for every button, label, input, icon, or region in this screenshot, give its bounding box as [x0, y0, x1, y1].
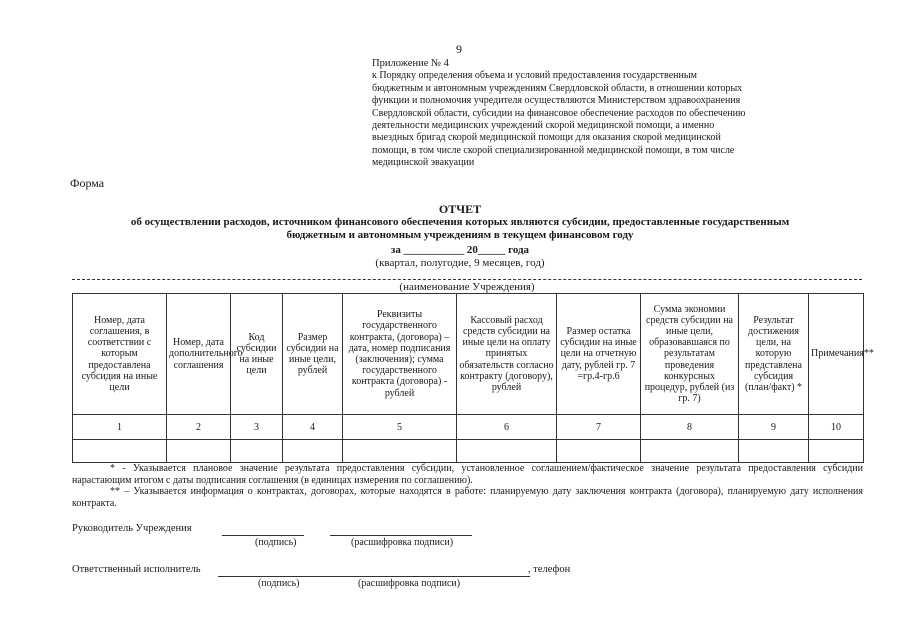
annex-line: медицинской эвакуации	[372, 157, 475, 169]
institution-name-line	[72, 279, 862, 280]
table-header-cell: Номер, дата дополнительного соглашения	[167, 294, 231, 415]
column-number: 8	[641, 415, 739, 440]
annex-line: Свердловской области, субсидии на финансовое обеспечение расходов по обеспечению	[372, 107, 746, 119]
executor-signature-caption: (подпись)	[258, 578, 300, 589]
column-number: 6	[457, 415, 557, 440]
table-header-cell: Кассовый расход средств субсидии на иные цели на оплату принятых обязательств согласно контракту (договору), рублей	[457, 294, 557, 415]
table-header-cell: Код субсидии на иные цели	[231, 294, 283, 415]
column-number: 9	[739, 415, 809, 440]
table-cell[interactable]	[167, 440, 231, 463]
annex-title: Приложение № 4	[372, 58, 449, 69]
report-table	[72, 293, 874, 463]
page-number: 9	[456, 42, 462, 56]
table-cell[interactable]	[641, 440, 739, 463]
table-cell[interactable]	[809, 440, 864, 463]
executor-line[interactable]	[218, 576, 530, 577]
report-subtitle-line2: бюджетным и автономным учреждениям в текущем финансовом году	[286, 229, 634, 241]
table-cell[interactable]	[343, 440, 457, 463]
column-number: 7	[557, 415, 641, 440]
annex-line: функции и полномочия учредителя осуществляются Министерством здравоохранения	[372, 95, 741, 107]
table-header-cell: Примечания**	[809, 294, 864, 415]
table-cell[interactable]	[739, 440, 809, 463]
column-number: 10	[809, 415, 864, 440]
table-header-cell: Номер, дата соглашения, в соответствии с которым предоставлена субсидия на иные цели	[73, 294, 167, 415]
annex-line: помощи, в том числе скорой специализированной медицинской помощи, в том числе	[372, 144, 735, 156]
report-heading	[60, 203, 860, 242]
table-header-row	[73, 294, 864, 415]
footnote-2: ** – Указывается информация о контрактах, договорах, которые находятся в работе: планируемую дату заключения контракта (договора), планируемую дату исполнения контракта.	[72, 486, 863, 509]
column-number: 5	[343, 415, 457, 440]
report-title: ОТЧЕТ	[438, 202, 482, 216]
table-cell[interactable]	[283, 440, 343, 463]
phone-label: , телефон	[528, 564, 571, 575]
report-period-hint: (квартал, полугодие, 9 месяцев, год)	[375, 257, 545, 269]
annex-line: к Порядку определения объема и условий предоставления государственным	[372, 70, 697, 82]
head-signature-line[interactable]	[222, 535, 304, 536]
executor-decode-caption: (расшифровка подписи)	[358, 578, 461, 589]
head-decode-line[interactable]	[330, 535, 472, 536]
table-header-cell: Размер остатка субсидии на иные цели на отчетную дату, рублей гр. 7 =гр.4-гр.6	[557, 294, 641, 415]
annex-line: деятельности медицинских учреждений скорой медицинской помощи, а именно	[372, 120, 715, 132]
table-cell[interactable]	[231, 440, 283, 463]
report-subtitle-line1: об осуществлении расходов, источником финансового обеспечения которых являются субсидии, предоставленные государственным	[130, 216, 790, 228]
table-header-cell: Сумма экономии средств субсидии на иные цели, образовавшаяся по результатам проведения конкурсных процедур, рублей (из гр. 7)	[641, 294, 739, 415]
annex-line: бюджетным и автономным учреждениям Свердловской области, в отношении которых	[372, 82, 743, 94]
table-cell[interactable]	[557, 440, 641, 463]
column-number: 3	[231, 415, 283, 440]
head-decode-caption: (расшифровка подписи)	[351, 537, 454, 548]
table-header-cell: Реквизиты государственного контракта, (договора) – дата, номер подписания (заключения); сумма государственного контракта (договора) - рублей	[343, 294, 457, 415]
table-empty-row	[73, 440, 864, 463]
column-number: 4	[283, 415, 343, 440]
head-signature-caption: (подпись)	[255, 537, 297, 548]
head-signature-label: Руководитель Учреждения	[72, 523, 192, 534]
table-column-numbers-row	[73, 415, 864, 440]
footnote-1: * - Указывается плановое значение результата предоставления субсидии, установленное соглашением/фактическое значение результата предоставления субсидии нарастающим итогом с даты подписания соглашения (в единицах измерения по соглашению).	[72, 463, 863, 486]
table-cell[interactable]	[73, 440, 167, 463]
form-label: Форма	[70, 176, 105, 190]
column-number: 2	[167, 415, 231, 440]
column-number: 1	[73, 415, 167, 440]
annex-line: выездных бригад скорой медицинской помощи для оказания скорой медицинской	[372, 132, 721, 144]
report-period: за ___________ 20_____ года	[390, 244, 530, 256]
table-header-cell: Размер субсидии на иные цели, рублей	[283, 294, 343, 415]
executor-label: Ответственный исполнитель	[72, 564, 201, 575]
table-cell[interactable]	[457, 440, 557, 463]
table-header-cell: Результат достижения цели, на которую представлена субсидия (план/факт) *	[739, 294, 809, 415]
institution-name-hint: (наименование Учреждения)	[399, 281, 535, 293]
annex-block	[372, 58, 872, 170]
